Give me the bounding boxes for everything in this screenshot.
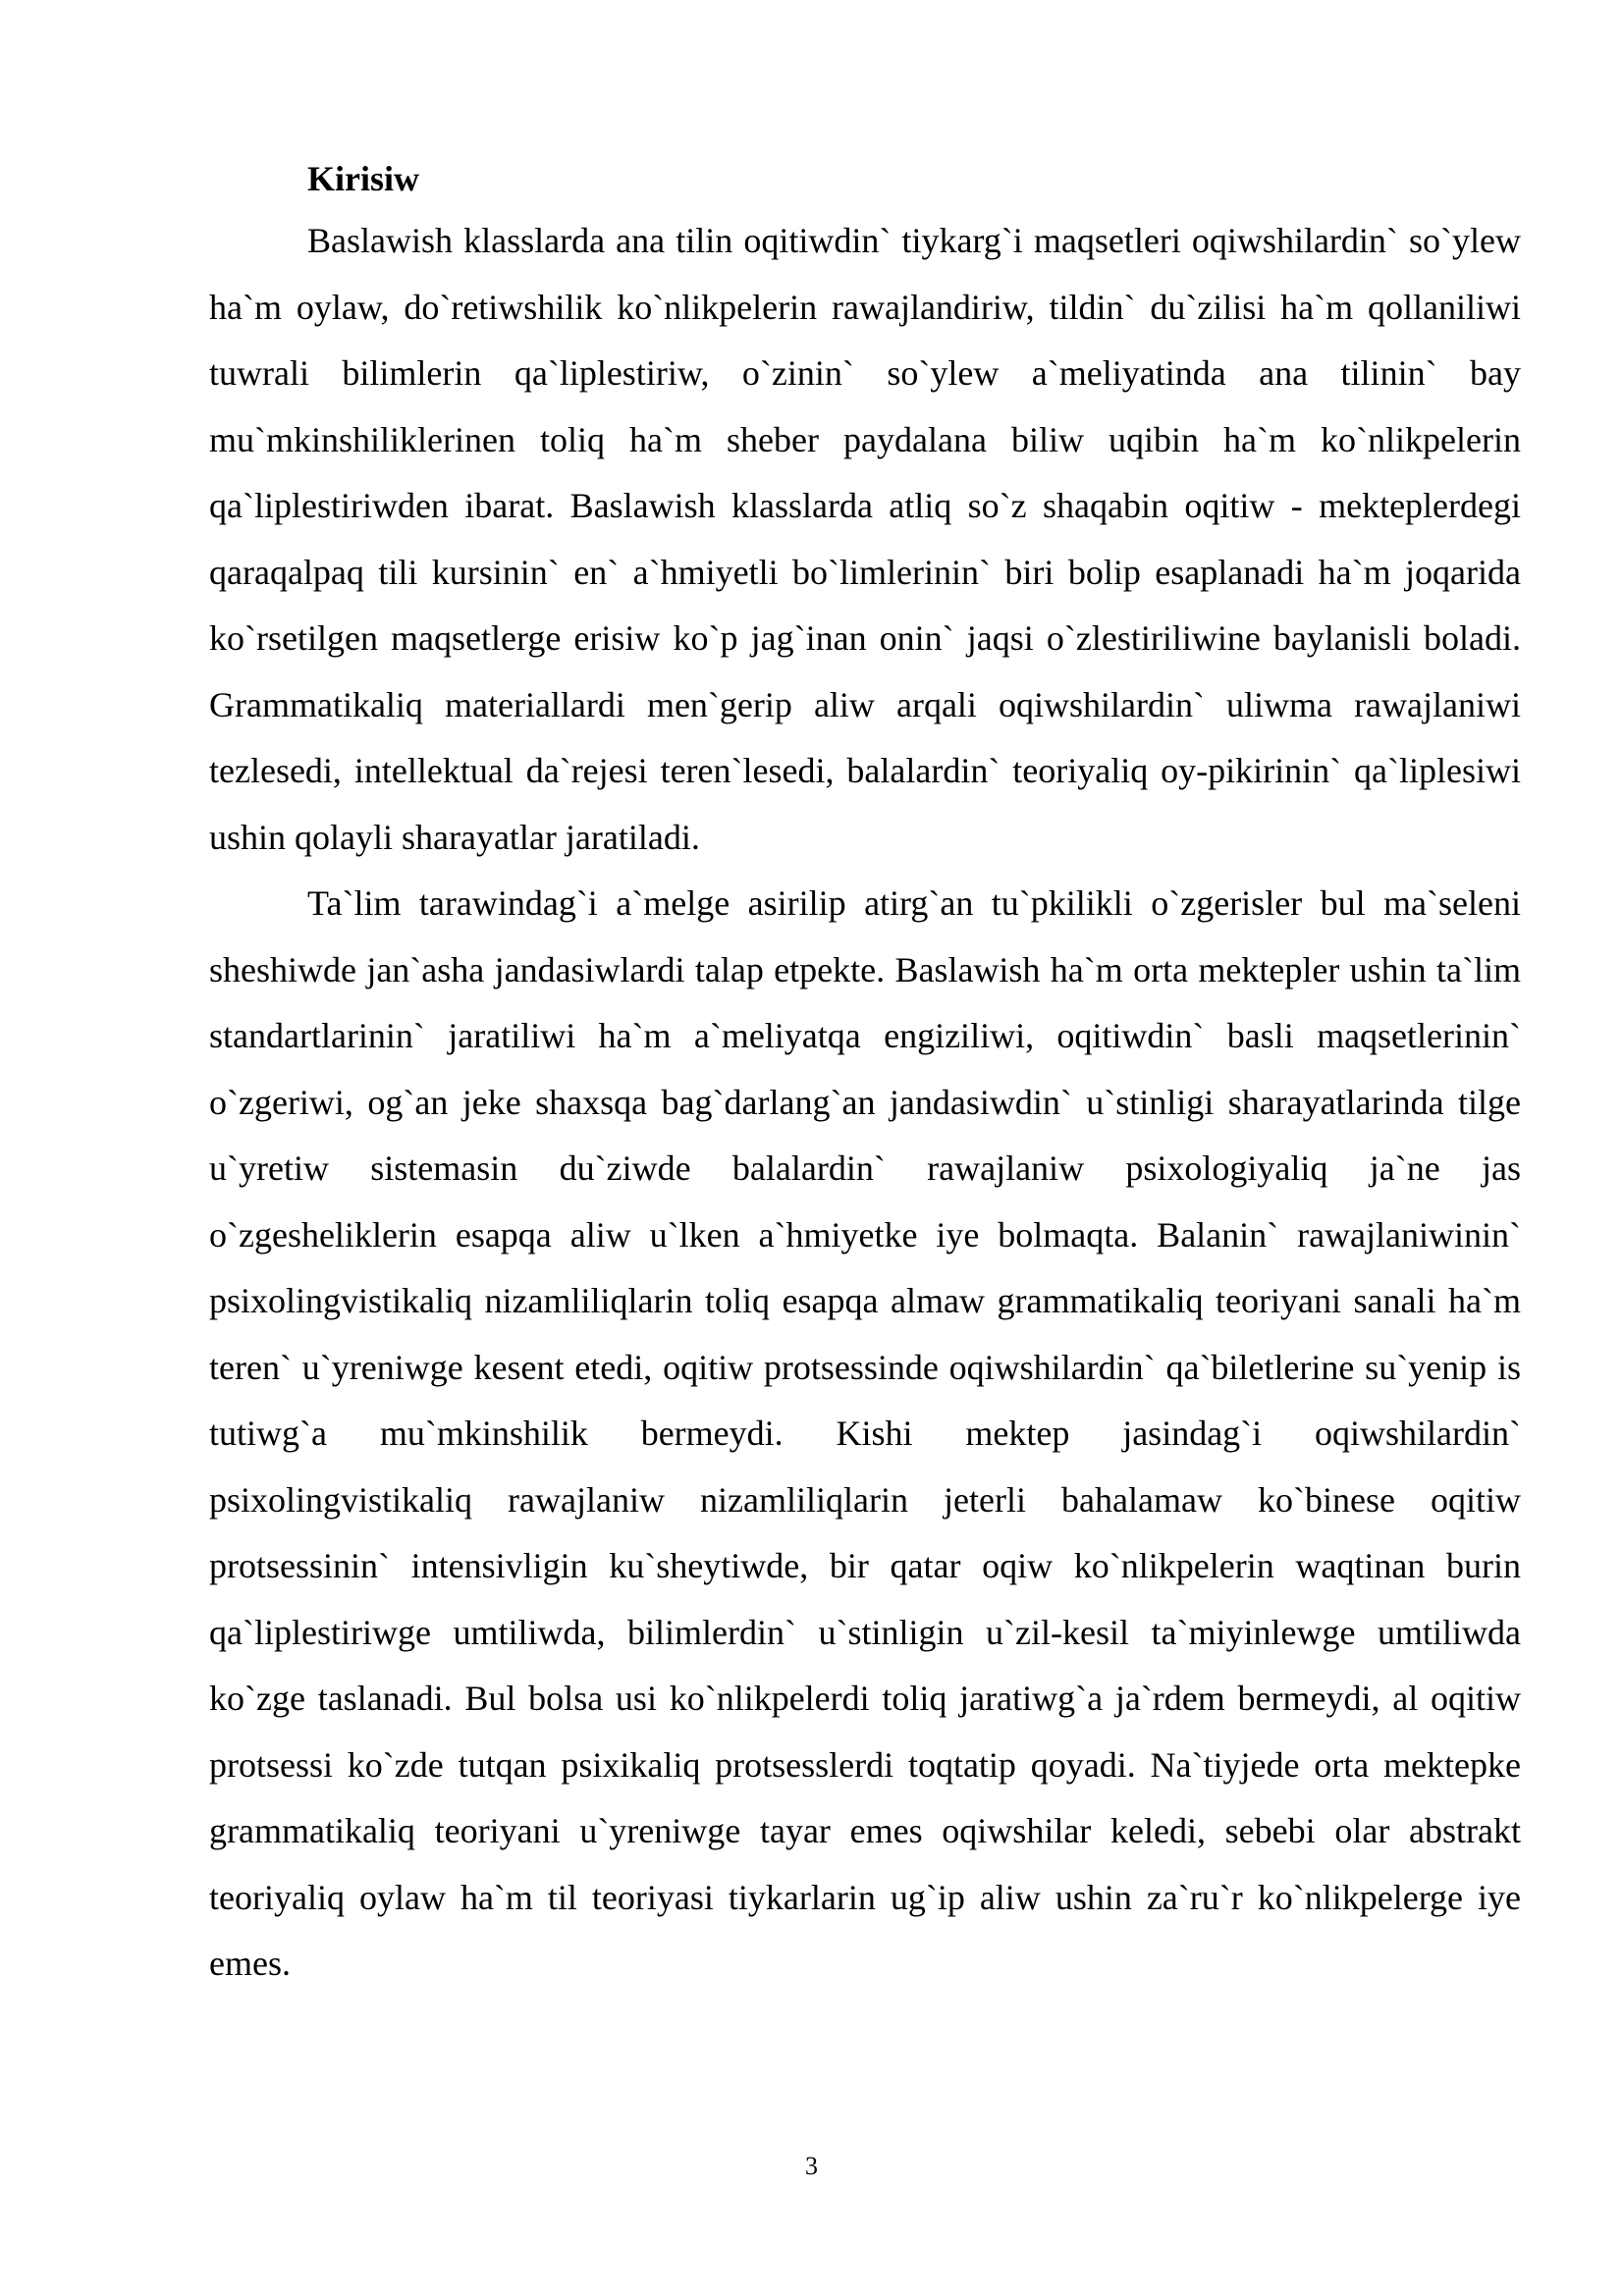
page-content [209,149,1521,1998]
section-heading: Kirisiw [307,159,419,198]
page-number: 3 [805,2152,818,2180]
body-paragraph-2: Ta`lim tarawindag`i a`melge asirilip atirg`an tu`pkilikli o`zgerisler bul ma`seleni sheshiwde jan`asha jandasiwlardi talap etpekte. Baslawish ha`m orta mektepler ushin ta`lim standartlarinin` jaratiliwi ha`m a`meliyatqa engiziliwi, oqitiwdin` basli maqsetlerinin` o`zgeriwi, og`an jeke shaxsqa bag`darlang`an jandasiwdin` u`stinligi sharayatlarinda tilge u`yretiw sistemasin du`ziwde balalardin` rawajlaniw psixologiyaliq ja`ne jas o`zgesheliklerin esapqa aliw u`lken a`hmiyetke iye bolmaqta. Balanin` rawajlaniwinin` psixolingvistikaliq nizamliliqlarin toliq esapqa almaw grammatikaliq teoriyani sanali ha`m teren` u`yreniwge kesent etedi, oqitiw protsessinde oqiwshilardin` qa`biletlerine su`yenip is tutiwg`a mu`mkinshilik bermeydi. Kishi mektep jasindag`i oqiwshilardin` psixolingvistikaliq rawajlaniw nizamliliqlarin jeterli bahalamaw ko`binese oqitiw protsessinin` intensivligin ku`sheytiwde, bir qatar oqiw ko`nlikpelerin waqtinan burin qa`liplestiriwge umtiliwda, bilimlerdin` u`stinligin u`zil-kesil ta`miyinlewge umtiliwda ko`zge taslanadi. Bul bolsa usi ko`nlikpelerdi toliq jaratiwg`a ja`rdem bermeydi, al oqitiw protsessi ko`zde tutqan psixikaliq protsesslerdi toqtatip qoyadi. Na`tiyjede orta mektepke grammatikaliq teoriyani u`yreniwge tayar emes oqiwshilar keledi, sebebi olar abstrakt teoriyaliq oylaw ha`m til teoriyasi tiykarlarin ug`ip aliw ushin za`ru`r ko`nlikpelerge iye emes. [209,883,1521,1983]
body-paragraph-1: Baslawish klasslarda ana tilin oqitiwdin` tiykarg`i maqsetleri oqiwshilardin` so`ylew ha`m oylaw, do`retiwshilik ko`nlikpelerin rawajlandiriw, tildin` du`zilisi ha`m qollaniliwi tuwrali bilimlerin qa`liplestiriw, o`zinin` so`ylew a`meliyatinda ana tilinin` bay mu`mkinshiliklerinen toliq ha`m sheber paydalana biliw uqibin ha`m ko`nlikpelerin qa`liplestiriwden ibarat. Baslawish klasslarda atliq so`z shaqabin oqitiw - mekteplerdegi qaraqalpaq tili kursinin` en` a`hmiyetli bo`limlerinin` biri bolip esaplanadi ha`m joqarida ko`rsetilgen maqsetlerge erisiw ko`p jag`inan onin` jaqsi o`zlestiriliwine baylanisli boladi. Grammatikaliq materiallardi men`gerip aliw arqali oqiwshilardin` uliwma rawajlaniwi tezlesedi, intellektual da`rejesi teren`lesedi, balalardin` teoriyaliq oy-pikirinin` qa`liplesiwi ushin qolayli sharayatlar jaratiladi. [209,221,1521,857]
